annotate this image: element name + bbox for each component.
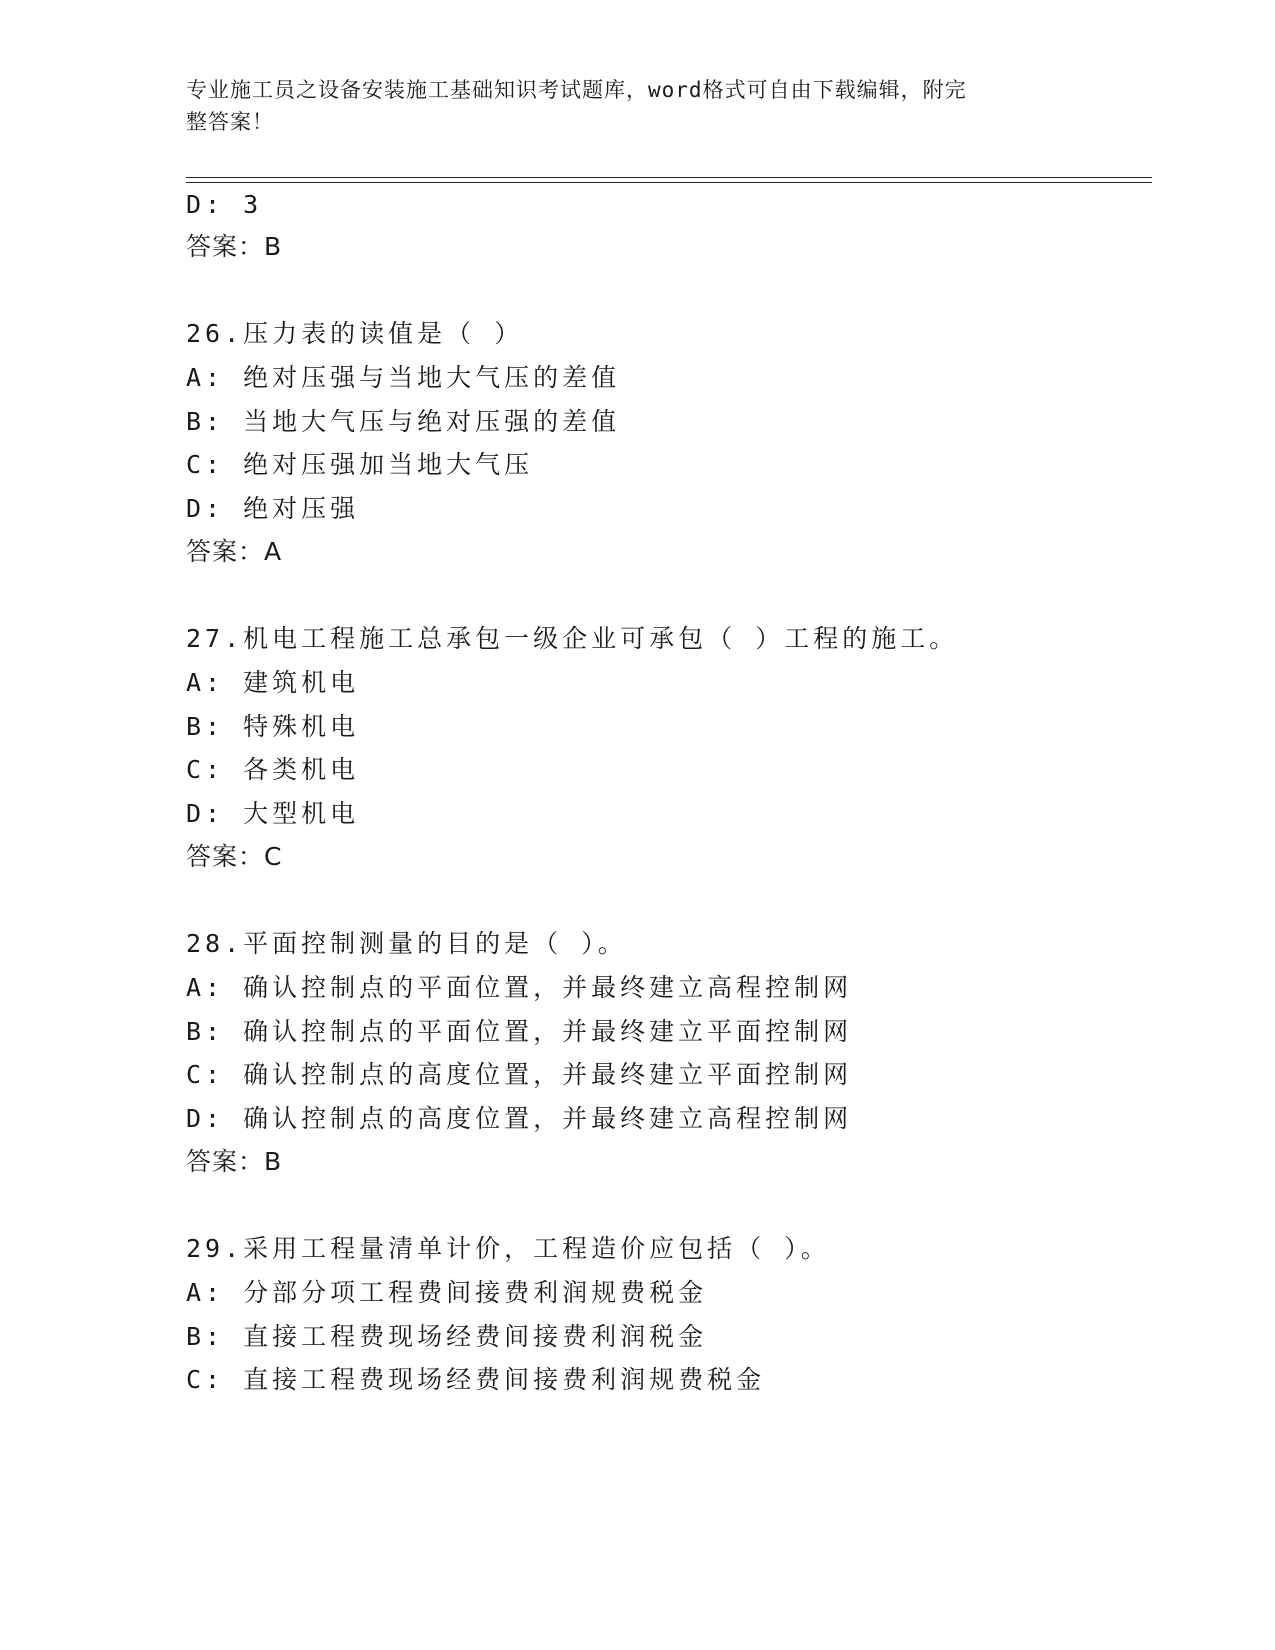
question-29-option-a: A: 分部分项工程费间接费利润规费税金 [186,1278,708,1307]
question-29-option-c: C: 直接工程费现场经费间接费利润规费税金 [186,1365,766,1394]
header-divider-top [186,177,1152,178]
option-d: D: 3 [186,190,263,219]
question-28-option-a: A: 确认控制点的平面位置，并最终建立高程控制网 [186,973,853,1002]
header-title-line-1: 专业施工员之设备安装施工基础知识考试题库，word格式可自由下载编辑，附完 [186,78,967,102]
question-27-option-b: B: 特殊机电 [186,712,360,741]
question-27-option-c: C: 各类机电 [186,755,360,784]
question-26-option-b: B: 当地大气压与绝对压强的差值 [186,407,621,436]
question-28-option-d: D: 确认控制点的高度位置，并最终建立高程控制网 [186,1104,853,1133]
question-29-option-b: B: 直接工程费现场经费间接费利润税金 [186,1322,708,1351]
question-28-answer: 答案：B [186,1147,283,1176]
question-28-option-c: C: 确认控制点的高度位置，并最终建立平面控制网 [186,1060,853,1089]
question-27-answer: 答案：C [186,842,283,871]
question-27-option-a: A: 建筑机电 [186,668,360,697]
document-header [186,74,1086,138]
header-title-line-2: 整答案！ [186,110,274,134]
question-26-option-c: C: 绝对压强加当地大气压 [186,450,534,479]
answer-line: 答案：B [186,232,283,261]
question-26-option-a: A: 绝对压强与当地大气压的差值 [186,363,621,392]
question-27-option-d: D: 大型机电 [186,799,360,828]
question-26-answer: 答案：A [186,537,283,566]
question-27-stem: 27.机电工程施工总承包一级企业可承包（ ）工程的施工。 [186,624,959,653]
question-29-stem: 29.采用工程量清单计价，工程造价应包括（ ）。 [186,1234,830,1263]
question-28-option-b: B: 确认控制点的平面位置，并最终建立平面控制网 [186,1017,853,1046]
question-28-stem: 28.平面控制测量的目的是（ ）。 [186,929,627,958]
question-26-stem: 26.压力表的读值是（ ） [186,319,524,348]
question-26-option-d: D: 绝对压强 [186,494,360,523]
header-divider-bottom [186,182,1152,183]
